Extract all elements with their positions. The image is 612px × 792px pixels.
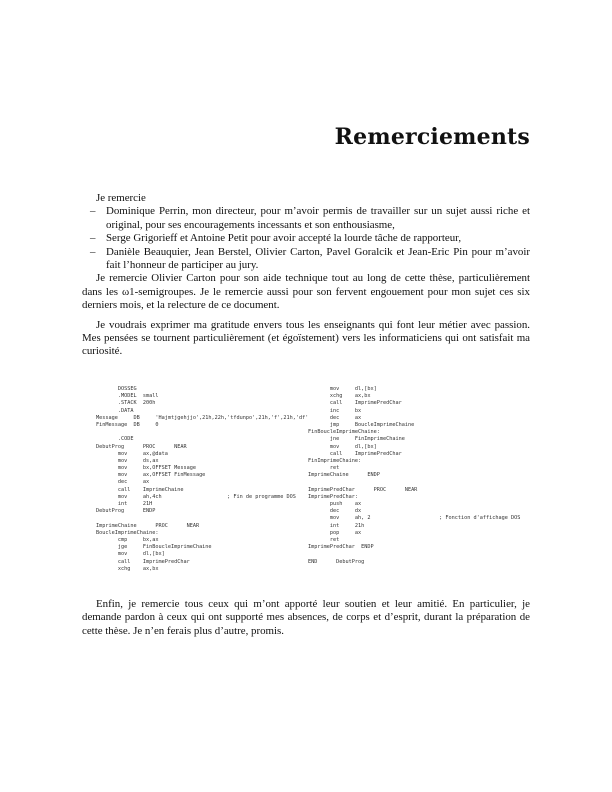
code-line: BoucleImprimeChaine:	[96, 529, 159, 536]
code-line: mov ah, 2 ; Fonction d'affichage DOS	[308, 515, 521, 522]
code-line: FinMessage DB 0	[96, 421, 159, 428]
code-line	[308, 551, 520, 558]
code-line: jne FinImprimeChaine	[308, 436, 405, 443]
code-line: FinBoucleImprimeChaine:	[308, 429, 380, 436]
code-line: xchg ax,bx	[96, 565, 159, 572]
code-line	[96, 429, 308, 436]
code-line: call ImprimePredChar	[96, 558, 190, 565]
code-line: mov ax,@data	[96, 450, 168, 457]
assembly-code-listing	[96, 386, 536, 572]
code-column-right	[308, 386, 520, 566]
paragraph-closing: Enfin, je remercie tous ceux qui m’ont apporté leur soutien et leur amitié. En particulier, je demande pardon à ceux qui ont supporté mes absences, de corps et d’esprit, durant la préparation de cette thèse. Je n’en ferais plus d’autre, promis.	[82, 598, 530, 637]
code-line: dec ax	[96, 479, 150, 486]
code-line: ImprimeChaine ENDP	[308, 472, 380, 479]
list-dash: –	[90, 245, 96, 258]
code-line: DebutProg PROC NEAR	[96, 443, 187, 450]
code-line: mov ah,4ch ; Fin de programme DOS	[96, 493, 296, 500]
code-line: jmp BoucleImprimeChaine	[308, 421, 415, 428]
code-line: .DATA	[96, 407, 134, 414]
code-line: .STACK 200h	[96, 400, 156, 407]
code-line: mov ds,ax	[96, 457, 159, 464]
paragraph-gratitude: Je voudrais exprimer ma gratitude envers tous les enseignants qui font leur métier avec passion. Mes pensées se tournent particulièrement (et égoïstement) vers les informaticiens qui ont satisfait ma curiosité.	[82, 318, 530, 358]
code-line: xchg ax,bx	[308, 393, 371, 400]
list-item	[82, 232, 530, 245]
code-line: ImprimePredChar PROC NEAR	[308, 486, 418, 493]
code-line: int 21H	[96, 501, 153, 507]
code-line: dec dx	[308, 508, 362, 515]
code-line: cmp bx,ax	[96, 536, 159, 543]
code-line: DebutProg ENDP	[96, 508, 156, 515]
code-line: int 21h	[308, 522, 365, 529]
code-line: ret	[308, 536, 340, 543]
list-dash: –	[90, 205, 96, 218]
list-item-text: Serge Grigorieff et Antoine Petit pour avoir accepté la lourde tâche de rapporteur,	[106, 232, 462, 245]
page-title: Remerciements	[334, 124, 530, 150]
code-line: call ImprimePredChar	[308, 400, 402, 407]
list-item-text: Danièle Beauquier, Jean Berstel, Olivier Carton, Pavel Goralcik et Jean-Eric Pin pour m’avoir fait l’honneur de participer au jury.	[106, 245, 530, 272]
code-line: pop ax	[308, 529, 362, 536]
code-line: mov dl,[bx]	[96, 551, 165, 558]
thanks-list	[82, 205, 530, 272]
code-line: ret	[308, 465, 340, 472]
code-line: inc bx	[308, 407, 362, 414]
list-item	[82, 205, 530, 232]
list-item	[82, 246, 530, 273]
list-item-text: Dominique Perrin, mon directeur, pour m’avoir permis de travailler sur un sujet aussi riche et original, pour ses encouragements incessants et son enthousiasme,	[106, 205, 530, 231]
code-line: END DebutProg	[308, 558, 365, 565]
code-line: DOSSEG	[96, 386, 137, 392]
code-line: push ax	[308, 501, 362, 507]
acknowledgements-body	[82, 192, 530, 359]
list-dash: –	[90, 232, 96, 245]
code-line: mov dl,[bx]	[308, 386, 377, 392]
code-line: mov dl,[bx]	[308, 443, 377, 450]
code-line: mov bx,OFFSET Message	[96, 465, 196, 472]
code-line: FinImprimeChaine:	[308, 457, 362, 464]
code-line: mov ax,OFFSET FinMessage	[96, 472, 206, 479]
code-line: Message DB 'Hajmtjgehjjo',21h,22h,'tfdunpo',21h,'f',21h,'df'	[96, 414, 309, 421]
code-line: .CODE	[96, 436, 134, 443]
code-line: ImprimePredChar:	[308, 493, 358, 500]
code-line: jge FinBoucleImprimeChaine	[96, 544, 212, 551]
code-line: ImprimeChaine PROC NEAR	[96, 522, 200, 529]
code-column-left	[96, 386, 308, 573]
intro-line: Je remercie	[96, 192, 146, 204]
code-line	[96, 515, 308, 522]
code-line: call ImprimeChaine	[96, 486, 184, 493]
code-line: ImprimePredChar ENDP	[308, 544, 374, 551]
code-line: .MODEL small	[96, 393, 159, 400]
paragraph-carton: Je remercie Olivier Carton pour son aide technique tout au long de cette thèse, particulièrement dans les ω1-semigroupes. Je le remercie aussi pour son fervent engouement pour mon sujet ces six derniers mois, et la relecture de ce document.	[82, 272, 530, 312]
code-line	[308, 479, 520, 486]
code-line: call ImprimePredChar	[308, 450, 402, 457]
code-line: dec ax	[308, 414, 362, 421]
